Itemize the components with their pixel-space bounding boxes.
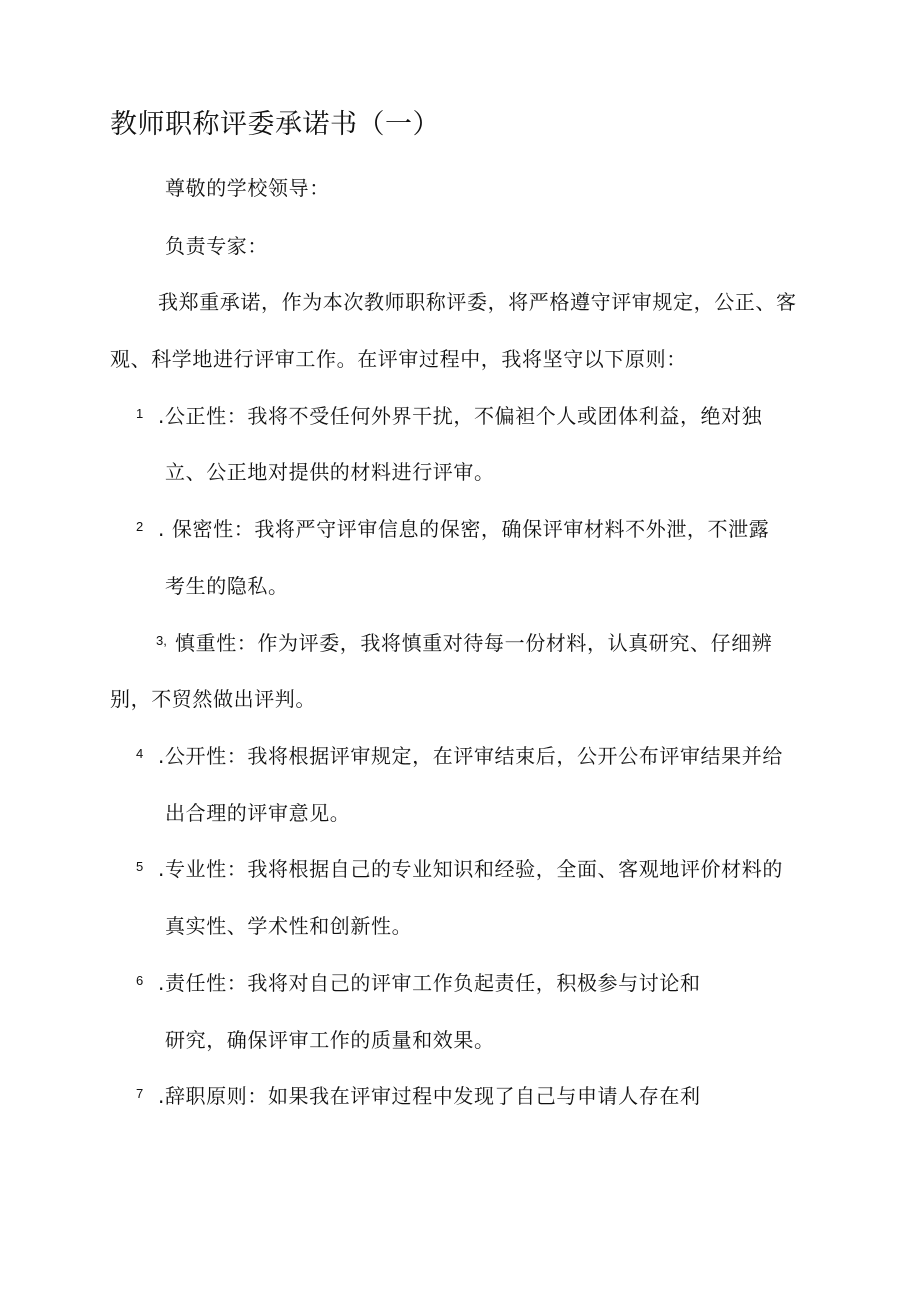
list-item-line-1: .公正性：我将不受任何外界干扰，不偏袒个人或团体利益，绝对独 (158, 404, 763, 428)
list-item-number: 7 (136, 1086, 144, 1101)
responsible-expert-label: 负责专家： (165, 234, 268, 258)
list-item-line-1: .公开性：我将根据评审规定，在评审结束后，公开公布评审结果并给 (158, 744, 783, 768)
list-item-number: 5 (136, 859, 144, 874)
list-item-number: 1 (136, 406, 144, 421)
list-item-line-2: 立、公正地对提供的材料进行评审。 (165, 460, 495, 484)
list-item-line-1: . 保密性：我将严守评审信息的保密，确保评审材料不外泄，不泄露 (158, 517, 770, 541)
document-title: 教师职称评委承诺书（一） (110, 109, 440, 140)
list-item-line-1: .辞职原则：如果我在评审过程中发现了自己与申请人存在利 (158, 1084, 701, 1108)
list-item-number: 2 (136, 519, 144, 534)
list-item-line-2: 别，不贸然做出评判。 (110, 687, 316, 711)
list-item-line-2: 出合理的评审意见。 (165, 801, 351, 825)
list-item-line-2: 考生的隐私。 (165, 574, 289, 598)
list-item-line-2: 研究，确保评审工作的质量和效果。 (165, 1028, 495, 1052)
intro-paragraph-line-1: 我郑重承诺，作为本次教师职称评委，将严格遵守评审规定，公正、客 (158, 290, 797, 314)
list-item-line-1: 慎重性：作为评委，我将慎重对待每一份材料，认真研究、仔细辨 (175, 631, 773, 655)
salutation: 尊敬的学校领导： (165, 176, 330, 200)
list-item-line-2: 真实性、学术性和创新性。 (165, 914, 413, 938)
list-item-number: 3, (156, 633, 167, 648)
list-item-number: 6 (136, 973, 144, 988)
intro-paragraph-line-2: 观、科学地进行评审工作。在评审过程中，我将坚守以下原则： (110, 347, 687, 371)
list-item-line-1: .责任性：我将对自己的评审工作负起责任，积极参与讨论和 (158, 971, 701, 995)
list-item-line-1: .专业性：我将根据自己的专业知识和经验，全面、客观地评价材料的 (158, 857, 783, 881)
list-item-number: 4 (136, 746, 144, 761)
